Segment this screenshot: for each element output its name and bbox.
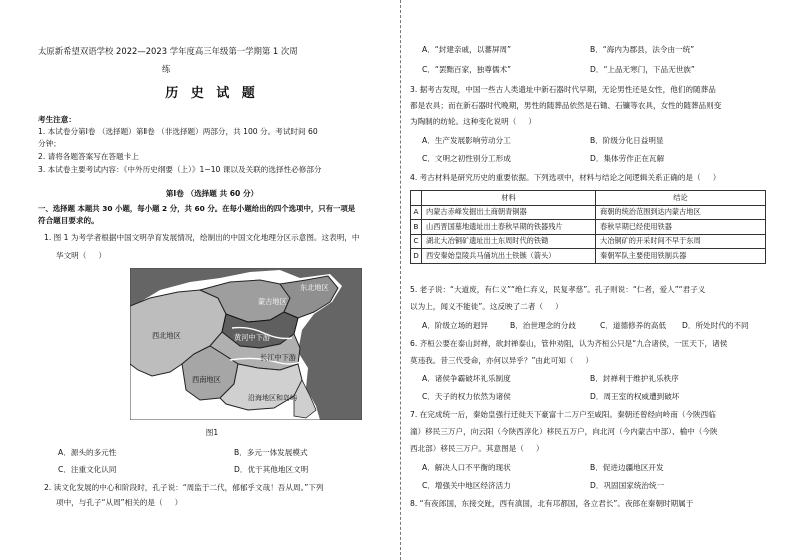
q2-option-a[interactable]: A．“封建亲戚，以蕃屏周” (422, 45, 511, 54)
exam-header (38, 42, 386, 78)
section-heading: 第Ⅰ卷 （选择题 共 60 分） (165, 189, 259, 198)
row-conclusion: 大冶铜矿的开采时间不早于东周 (596, 234, 766, 249)
table-row (411, 205, 766, 220)
q1-option-d[interactable]: D．优于其他地区文明 (234, 465, 309, 474)
section-instruction-1: 一、选择题 本题共 30 小题，每小题 2 分，共 60 分。在每小题给出的四个选项中，只有一项是 (38, 204, 356, 213)
q7-option-c[interactable]: C．增强关中地区经济活力 (422, 481, 511, 490)
row-material: 西安秦始皇陵兵马俑坑出土铁镞（箭头） (422, 249, 596, 264)
notice-line-1: 1. 本试卷分第Ⅰ卷 （选择题）第Ⅱ卷 （非选择题）两部分，共 100 分。考试时间 60 (38, 127, 318, 136)
q6-option-b[interactable]: B．封禅利于维护礼乐秩序 (590, 374, 679, 383)
q6-option-c[interactable]: C．天子的权力依然为诸侯 (422, 392, 511, 401)
q7-option-d[interactable]: D．巩固国家统治统一 (590, 481, 665, 490)
school-title: 太原新希望双语学校 2022—2023 学年度高三年级第一学期第 1 次周 (38, 46, 298, 56)
q2-option-d[interactable]: D．“上品无寒门，下品无世族” (590, 65, 695, 74)
row-letter: B (411, 220, 422, 235)
map-label-coastal: 沿海地区和岛屿 (248, 394, 297, 402)
q3-option-c[interactable]: C．文明之初性别分工形成 (422, 154, 511, 163)
table-header-blank (411, 191, 422, 206)
q7-option-b[interactable]: B．促进边疆地区开发 (590, 463, 664, 472)
row-material: 山西晋国墓地遗址出土春秋早期的铁器残片 (422, 220, 596, 235)
q7-option-a[interactable]: A．解决人口不平衡的现状 (422, 463, 511, 472)
q8-stem: 8. “有夜郎国，东接交趾，西有滇国，北有邛都国，各立君长”。夜郎在秦朝时期属于 (410, 499, 694, 508)
q5-option-c[interactable]: C．道德修养的高低 (600, 321, 667, 330)
q3-stem-3: 为陶制的纺轮。这种变化说明（ ） (410, 117, 536, 126)
q1-option-a[interactable]: A．源头的多元性 (58, 448, 117, 457)
q5-stem-2: 以为上，闻义不能徙”。这反映了二者（ ） (410, 302, 563, 311)
q5-option-a[interactable]: A．阶级立场的迥异 (422, 321, 488, 330)
q4-table (410, 190, 766, 264)
q6-option-a[interactable]: A．诸侯争霸破坏礼乐制度 (422, 374, 511, 383)
notice-line-1b: 分钟； (38, 139, 61, 148)
table-header-conclusion: 结论 (596, 191, 766, 206)
q2-stem-1: 2. 读文化发展的中心和阶段时，孔子说：“周监于二代，郁郁乎文哉！吾从周。”下列 (44, 483, 324, 492)
map-label-yellow-river: 黄河中下游 (234, 333, 270, 342)
map-label-yangtze: 长江中下游 (260, 353, 296, 362)
row-letter: D (411, 249, 422, 264)
q6-option-d[interactable]: D．周王室的权威遭到破坏 (590, 392, 680, 401)
q5-option-d[interactable]: D．所处时代的不同 (682, 321, 749, 330)
q3-option-b[interactable]: B．阶级分化日益明显 (590, 136, 664, 145)
table-header-material: 材料 (422, 191, 596, 206)
table-header-row (411, 191, 766, 206)
q6-stem-1: 6. 齐桓公要在泰山封禅，欲封禅泰山，管仲劝阻，认为齐桓公只是“九合诸侯，一匡天下，诸侯 (410, 339, 728, 348)
q4-stem: 4. 考古材料是研究历史的重要依据。下列选项中，材料与结论之间逻辑关系正确的是（ ） (410, 173, 721, 182)
q5-option-b[interactable]: B．治世理念的分歧 (510, 321, 576, 330)
section-instruction-2: 符合题目要求的。 (38, 216, 99, 225)
q2-stem-2: 项中，与孔子“从周”相关的是（ ） (56, 498, 183, 507)
q3-stem-2: 都是农具；而在新石器时代晚期，男性的随葬品依然是石锄、石镰等农具，女性的随葬品则变 (410, 101, 722, 110)
q2-option-c[interactable]: C．“罢黜百家，独尊儒术” (422, 65, 512, 74)
q1-stem-2: 华文明（ ） (56, 251, 107, 260)
right-column (410, 0, 768, 560)
q6-stem-2: 莫违我。昔三代受命，亦何以异乎？”由此可知（ ） (410, 356, 594, 365)
map-label-southwest: 西南地区 (192, 375, 221, 384)
map-label-mongolia: 蒙古地区 (258, 297, 287, 306)
row-material: 内蒙古赤峰发掘出土商朝青铜器 (422, 205, 596, 220)
q5-stem-1: 5. 老子说：“大道废，有仁义”“绝仁弃义，民复孝慈”。孔子则说：“仁者，爱人”“君子义 (410, 285, 706, 294)
q3-option-d[interactable]: D．集体劳作正在瓦解 (590, 154, 665, 163)
table-row (411, 249, 766, 264)
q7-stem-1: 7. 在完成统一后，秦始皇强行迁徙天下豪富十二万户至咸阳。秦朝还曾经向岭南（今陕西临 (410, 410, 716, 419)
row-conclusion: 秦朝军队主要使用铁制兵器 (596, 249, 766, 264)
row-letter: C (411, 234, 422, 249)
q7-stem-3: 西北部）移民三万户。其意图是（ ） (410, 444, 544, 453)
q7-stem-2: 潼）移民三万户，向云阳（今陕西淳化）移民五万户，向北河（今内蒙古中部）、榆中（今陕 (410, 427, 718, 436)
figure-caption: 图1 (205, 428, 219, 437)
subject-title: 历 史 试 题 (165, 86, 259, 101)
row-letter: A (411, 205, 422, 220)
map-label-northeast: 东北地区 (300, 283, 329, 292)
notice-heading: 考生注意： (38, 115, 76, 124)
q1-option-b[interactable]: B．多元一体发展模式 (234, 448, 308, 457)
row-conclusion: 春秋早期已经使用铁器 (596, 220, 766, 235)
map-graphic (130, 268, 362, 420)
column-divider (400, 0, 401, 560)
school-title-cont: 练 (162, 64, 171, 74)
q3-option-a[interactable]: A．生产发展影响劳动分工 (422, 136, 511, 145)
left-column (38, 0, 386, 560)
q3-stem-1: 3. 据考古发现，中国一些古人类遗址中新石器时代早期，无论男性还是女性，他们的随葬品 (410, 85, 716, 94)
table-row (411, 220, 766, 235)
row-material: 湖北大冶铜矿遗址出土东周时代的铁锄 (422, 234, 596, 249)
row-conclusion: 商朝的统治范围到达内蒙古地区 (596, 205, 766, 220)
q1-stem-1: 1. 图 1 为考学者根据中国文明孕育发展情况，绘制出的中国文化地理分区示意图。这表明，中 (44, 233, 360, 242)
notice-line-3: 3. 本试卷主要考试内容：《中外历史纲要（上）》1~10 课以及关联的选择性必修部分 (38, 165, 322, 174)
china-culture-map (130, 268, 362, 420)
table-row (411, 234, 766, 249)
q2-option-b[interactable]: B．“海内为郡县，法令由一统” (590, 45, 695, 54)
map-label-northwest: 西北地区 (152, 331, 181, 340)
notice-line-2: 2. 请将各题答案写在答题卡上 (38, 152, 139, 161)
q1-option-c[interactable]: C．注重文化认同 (58, 465, 117, 474)
